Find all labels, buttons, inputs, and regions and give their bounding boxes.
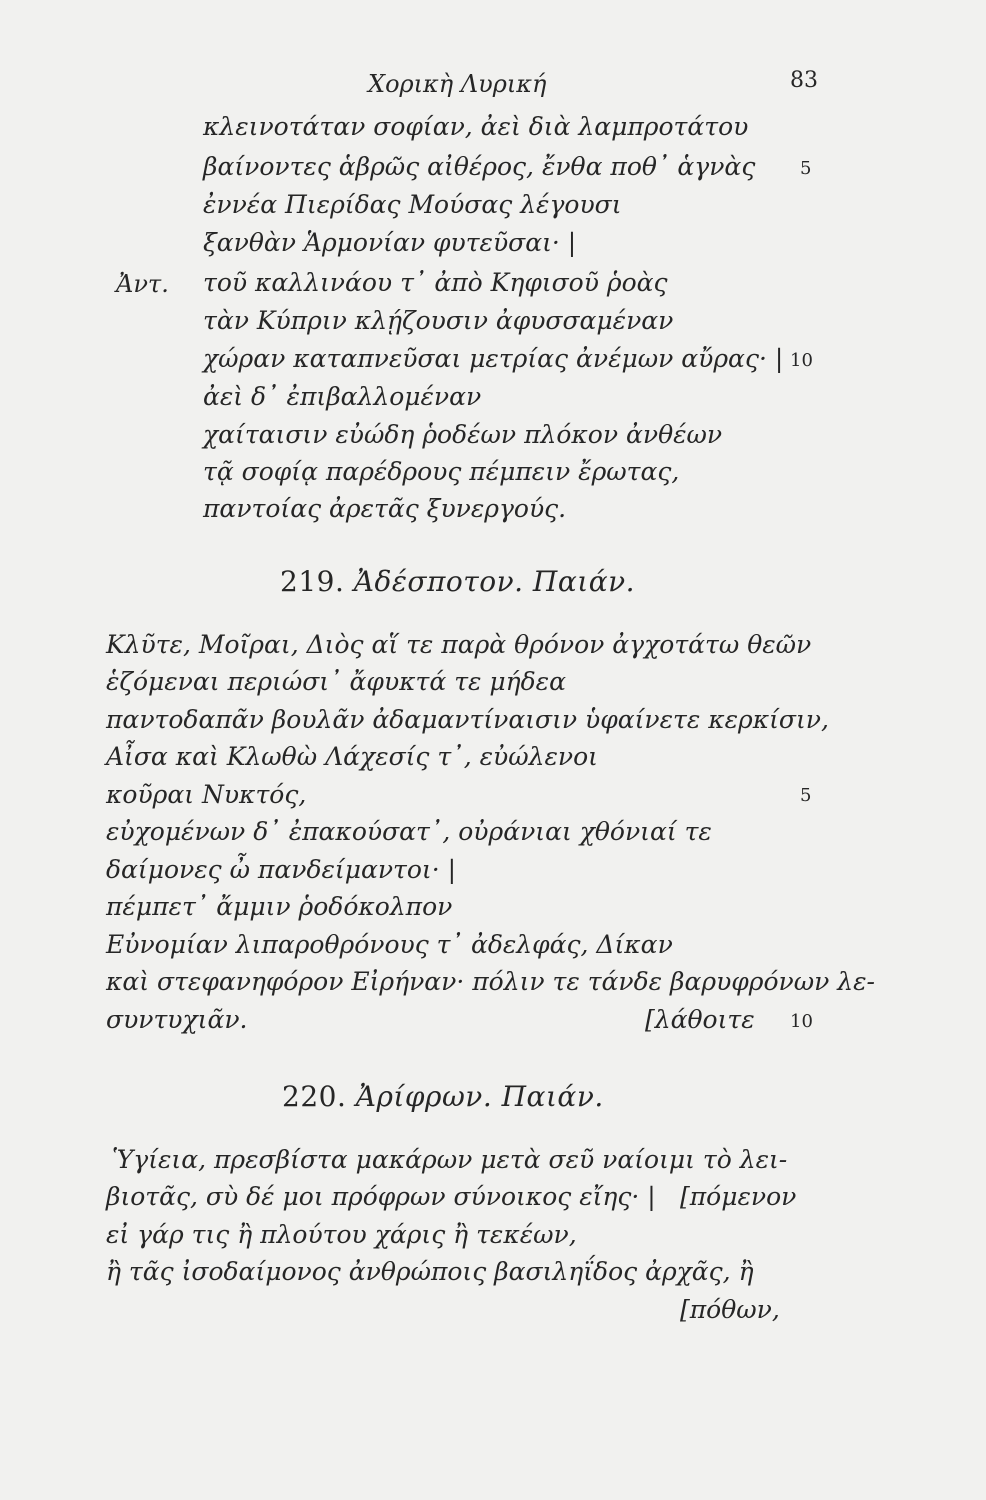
poem-line: παντοίας ἀρετᾶς ξυνεργούς. xyxy=(203,494,567,523)
line-number: 5 xyxy=(800,158,812,179)
poem-heading xyxy=(280,565,635,598)
poem-line: βαίνοντες ἁβρῶς αἰθέρος, ἔνθα ποθ᾽ ἁγνὰς xyxy=(203,152,756,181)
poem-line: δαίμονες ὦ πανδείμαντοι· | xyxy=(106,855,457,884)
poem-line: κοῦραι Νυκτός, xyxy=(106,780,307,809)
poem-line: Εὐνομίαν λιπαροθρόνους τ᾽ ἀδελφάς, Δίκαν xyxy=(106,930,673,959)
poem-number: 219. xyxy=(280,565,345,598)
poem-line: κλεινοτάταν σοφίαν, ἀεὶ διὰ λαμπροτάτου xyxy=(203,112,749,141)
poem-line: ἀεὶ δ᾽ ἐπιβαλλομέναν xyxy=(203,382,482,411)
poem-line: πέμπετ᾽ ἄμμιν ῥοδόκολπον xyxy=(106,892,453,921)
line-number: 5 xyxy=(800,785,812,806)
poem-line-continuation: [πόμενον xyxy=(680,1182,797,1211)
poem-line: ἢ τᾶς ἰσοδαίμονος ἀνθρώποις βασιληΐδος ἀρχᾶς, ἢ xyxy=(106,1257,754,1286)
poem-heading xyxy=(282,1080,604,1113)
poem-line: τοῦ καλλινάου τ᾽ ἀπὸ Κηφισοῦ ῥοὰς xyxy=(203,268,668,297)
poem-line: Κλῦτε, Μοῖραι, Διὸς αἵ τε παρὰ θρόνον ἀγχοτάτω θεῶν xyxy=(106,630,812,659)
poem-line: τὰν Κύπριν κλῄζουσιν ἀφυσσαμέναν xyxy=(203,306,674,335)
poem-line: ξανθὰν Ἁρμονίαν φυτεῦσαι· | xyxy=(203,228,577,257)
poem-line: τᾷ σοφίᾳ παρέδρους πέμπειν ἔρωτας, xyxy=(203,457,680,486)
running-header-title: Χορικὴ Λυρική xyxy=(368,70,547,98)
antistrophe-label: Ἀντ. xyxy=(116,270,169,298)
poem-line-continuation: [πόθων, xyxy=(680,1295,780,1324)
poem-line: εἰ γάρ τις ἢ πλούτου χάρις ἢ τεκέων, xyxy=(106,1220,577,1249)
poem-line: παντοδαπᾶν βουλᾶν ἀδαμαντίναισιν ὑφαίνετε κερκίσιν, xyxy=(106,705,829,734)
poem-line-continuation: [λάθοιτε xyxy=(645,1005,755,1034)
poem-line: χώραν καταπνεῦσαι μετρίας ἀνέμων αὔρας· | xyxy=(203,344,784,373)
poem-line: καὶ στεφανηφόρον Εἰρήναν· πόλιν τε τάνδε βαρυφρόνων λε- xyxy=(106,967,875,996)
poem-line: βιοτᾶς, σὺ δέ μοι πρόφρων σύνοικος εἴης· | xyxy=(106,1182,656,1211)
line-number: 10 xyxy=(790,1011,813,1032)
page-number: 83 xyxy=(790,68,818,93)
line-number: 10 xyxy=(790,350,813,371)
poem-line: εὐχομένων δ᾽ ἐπακούσατ᾽, οὐράνιαι χθόνιαί τε xyxy=(106,817,712,846)
poem-title: Ἀδέσποτον. Παιάν. xyxy=(353,565,636,598)
poem-line: ἐννέα Πιερίδας Μούσας λέγουσι xyxy=(203,190,622,219)
poem-line: χαίταισιν εὐώδη ῥοδέων πλόκον ἀνθέων xyxy=(203,420,723,449)
poem-title: Ἀρίφρων. Παιάν. xyxy=(355,1080,604,1113)
poem-line: Αἶσα καὶ Κλωθὼ Λάχεσίς τ᾽, εὐώλενοι xyxy=(106,742,598,771)
poem-line: ἑζόμεναι περιώσι᾽ ἄφυκτά τε μήδεα xyxy=(106,667,566,696)
poem-line: Ὑγίεια, πρεσβίστα μακάρων μετὰ σεῦ ναίοιμι τὸ λει- xyxy=(112,1145,788,1174)
poem-number: 220. xyxy=(282,1080,347,1113)
poem-line: συντυχιᾶν. xyxy=(106,1005,248,1034)
